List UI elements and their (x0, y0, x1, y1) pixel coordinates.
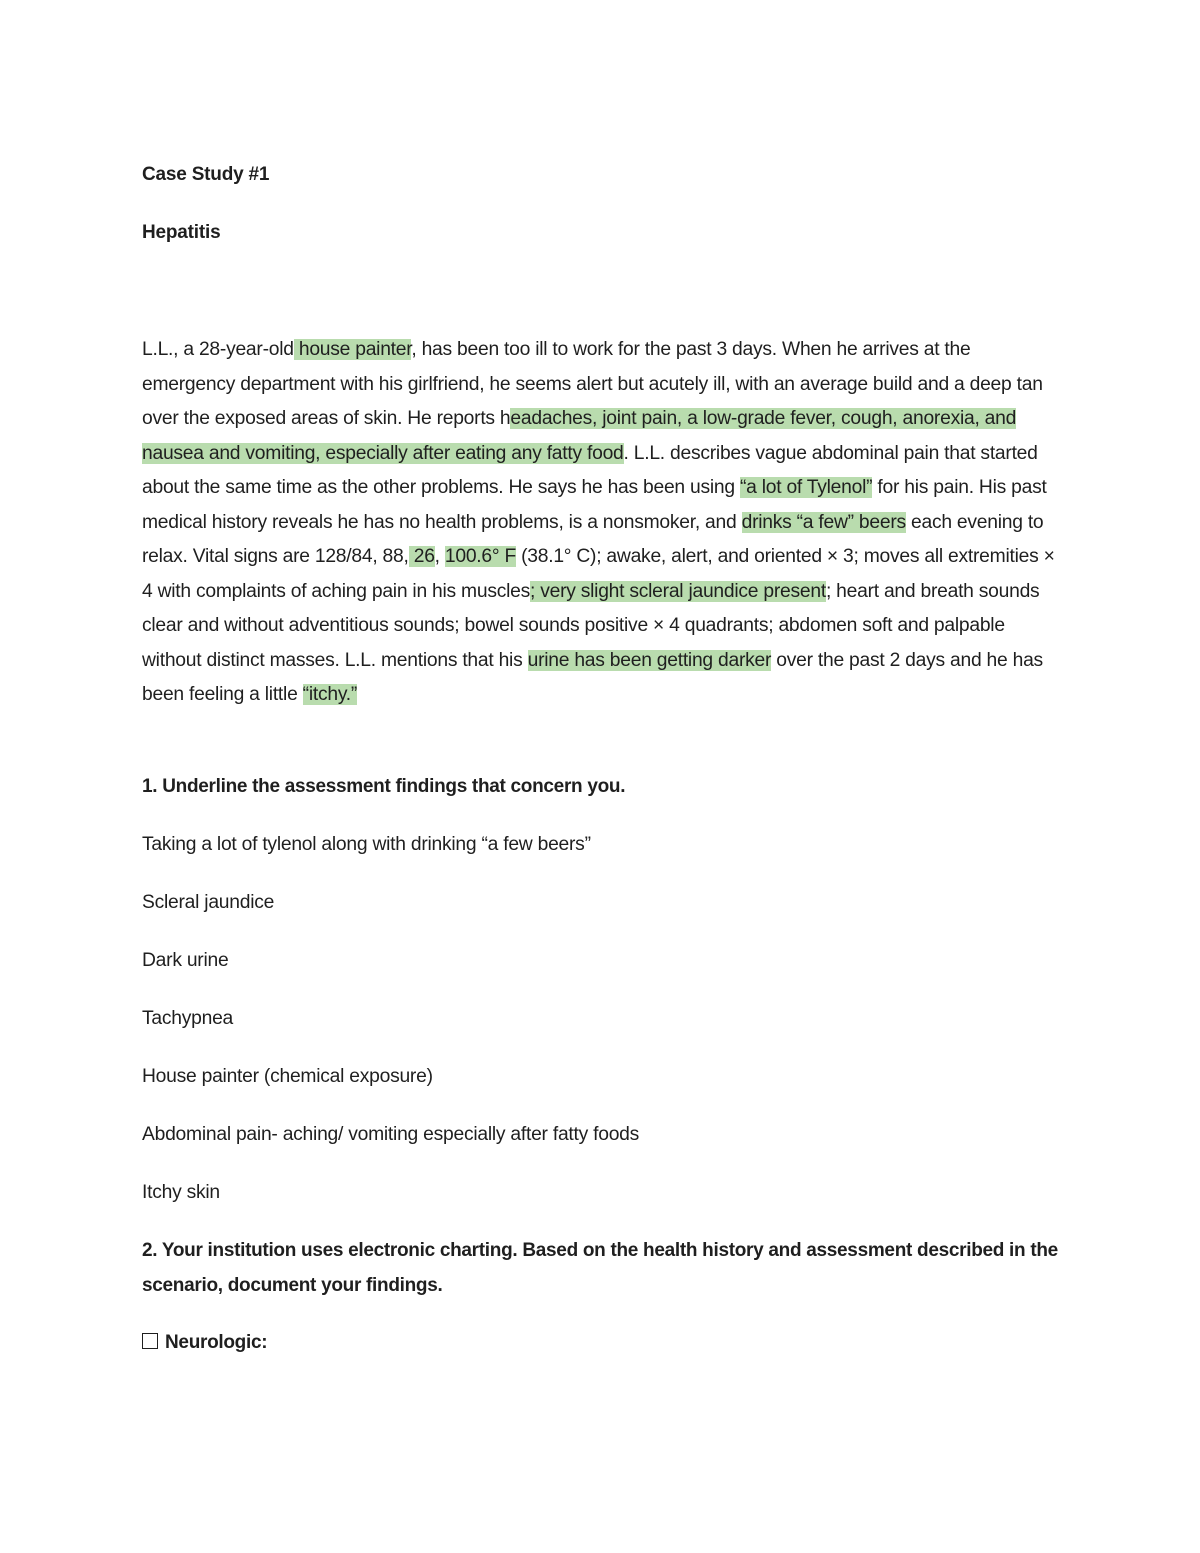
highlight-symptoms: eadaches, joint pain, a low-grade fever, cough, anorexia, and nausea and vomiting, especially after eating any fatty food (142, 408, 1017, 464)
narrative-text: (38.1° C); awake, alert, and oriented × 3; moves all extremities × 4 with complaints of aching pain in his muscles (142, 546, 1055, 602)
highlight-tylenol: “a lot of Tylenol” (739, 477, 873, 498)
checkbox-icon (142, 1333, 158, 1349)
answer-list (142, 828, 639, 1234)
neurologic-label: Neurologic: (165, 1332, 268, 1353)
narrative-text: . L.L. describes vague abdominal pain that started about the same time as the other problems. He says he has been using (142, 442, 1038, 498)
case-study-title: Case Study #1 (142, 164, 270, 185)
answer-item: Itchy skin (142, 1182, 220, 1203)
narrative-text: , has been too ill to work for the past 3 days. When he arrives at the emergency department with his girlfriend, he seems alert but acutely ill, with an average build and a deep tan over the exposed areas of skin. He reports h (142, 339, 1043, 429)
highlight-itchy: “itchy.” (302, 684, 358, 705)
narrative-text: , (434, 546, 445, 567)
highlight-temperature: 100.6° F (444, 546, 516, 567)
narrative-text: L.L., a 28-year-old (142, 339, 294, 360)
answer-item: Abdominal pain- aching/ vomiting especially after fatty foods (142, 1124, 640, 1145)
highlight-jaundice: ; very slight scleral jaundice present (530, 580, 826, 602)
narrative-text: each evening to relax. Vital signs are 128/84, 88, (142, 511, 1044, 567)
highlight-house-painter: house painter (293, 339, 412, 360)
answer-item: Scleral jaundice (142, 892, 275, 913)
case-narrative (142, 333, 1067, 713)
narrative-text: over the past 2 days and he has been feeling a little (142, 649, 1043, 705)
answer-item: House painter (chemical exposure) (142, 1066, 433, 1087)
narrative-text: ; heart and breath sounds clear and without adventitious sounds; bowel sounds positive × 4 quadrants; abdomen soft and palpable without distinct masses. L.L. mentions that his (142, 580, 1040, 671)
answer-item: Dark urine (142, 950, 229, 971)
answer-item: Tachypnea (142, 1008, 234, 1029)
case-study-subtitle: Hepatitis (142, 222, 221, 243)
highlight-resp-rate: 26 (408, 546, 435, 567)
highlight-beers: drinks “a few” beers (741, 511, 906, 533)
question-1: 1. Underline the assessment findings that concern you. (142, 776, 626, 797)
answer-item: Taking a lot of tylenol along with drinking “a few beers” (142, 834, 591, 855)
highlight-dark-urine: urine has been getting darker (527, 649, 772, 671)
narrative-text: for his pain. His past medical history reveals he has no health problems, is a nonsmoker, and (142, 477, 1047, 533)
neurologic-section (142, 1326, 267, 1361)
question-2: 2. Your institution uses electronic charting. Based on the health history and assessment described in the scenario, document your findings. (142, 1240, 1058, 1296)
